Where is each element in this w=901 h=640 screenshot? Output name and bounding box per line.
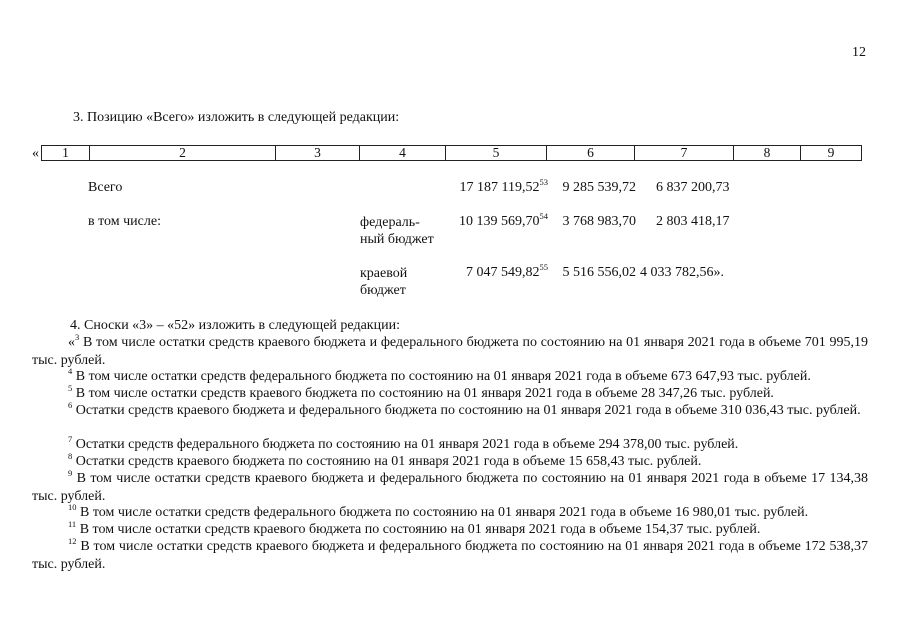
column-number: 8 [734,146,801,160]
footnote-number: 5 [68,383,73,393]
row-total-col7: 6 837 200,73 [656,180,730,195]
column-number: 5 [446,146,547,160]
row-federal-budget-label: федераль- ный бюджет [360,215,434,247]
footnote-number: 6 [68,400,73,410]
row-federal-col7: 2 803 418,17 [656,214,730,229]
row-regional-col5 [430,262,548,281]
footnote-open-quote: « [68,335,75,350]
column-number: 4 [360,146,446,160]
footnote-text: В том числе остатки средств федерального бюджета по состоянию на 01 января 2021 года в объеме 16 980,01 тыс. рублей. [76,505,809,520]
footnote-number: 8 [68,451,73,461]
row-total-col6: 9 285 539,72 [562,180,636,195]
footnote-9 [32,470,868,505]
footnote-number: 7 [68,434,73,444]
footnote-6 [32,402,868,420]
footnote-ref: 55 [539,262,548,272]
footnote-number: 10 [68,502,77,512]
item-3-heading: 3. Позицию «Всего» изложить в следующей редакции: [73,110,400,125]
footnote-text: В том числе остатки средств краевого бюджета по состоянию на 01 января 2021 года в объеме 28 347,26 тыс. рублей. [72,386,774,401]
footnote-text: В том числе остатки средств краевого бюджета и федерального бюджета по состоянию на 01 января 2021 года в объеме 172 538,37 тыс. рублей. [32,539,868,572]
row-regional-col6: 5 516 556,02 [562,265,636,280]
footnote-text: Остатки средств краевого бюджета и федерального бюджета по состоянию на 01 января 2021 года в объеме 310 036,43 тыс. рублей. [72,403,861,418]
footnote-text: В том числе остатки средств краевого бюджета и федерального бюджета по состоянию на 01 января 2021 года в объеме 17 134,38 тыс. рублей. [32,471,868,504]
footnote-4 [32,368,868,386]
footnote-11 [32,521,868,539]
footnote-text: В том числе остатки средств федерального бюджета по состоянию на 01 января 2021 года в объеме 673 647,93 тыс. рублей. [72,369,811,384]
column-number: 3 [276,146,360,160]
footnote-5 [32,385,868,403]
footnote-3 [32,334,868,369]
footnote-text: В том числе остатки средств краевого бюджета и федерального бюджета по состоянию на 01 января 2021 года в объеме 701 995,19 тыс. рублей. [32,335,868,368]
footnote-ref: 53 [539,177,548,187]
footnote-number: 9 [68,468,73,478]
value-text: 10 139 569,70 [459,214,540,229]
footnote-ref: 54 [539,211,548,221]
column-number: 7 [635,146,734,160]
value-text: 17 187 119,52 [459,180,540,195]
column-number: 9 [827,145,835,160]
footnote-number: 12 [68,536,77,546]
footnote-text: Остатки средств федерального бюджета по состоянию на 01 января 2021 года в объеме 294 378,00 тыс. рублей. [72,437,739,452]
row-label-including: в том числе: [88,214,161,229]
row-federal-col6: 3 768 983,70 [562,214,636,229]
row-total-col5 [430,177,548,196]
column-number: 6 [547,146,635,160]
footnote-10 [32,504,868,522]
footnote-number: 11 [68,519,77,529]
footnote-text: Остатки средств краевого бюджета по состоянию на 01 января 2021 года в объеме 15 658,43 тыс. рублей. [72,454,702,469]
column-number: 1 [42,146,90,160]
page-number: 12 [852,45,866,60]
item-4-heading: 4. Сноски «3» – «52» изложить в следующей редакции: [70,318,400,333]
row-federal-col5 [430,211,548,230]
footnote-text: В том числе остатки средств краевого бюджета по состоянию на 01 января 2021 года в объеме 154,37 тыс. рублей. [76,522,761,537]
footnote-12 [32,538,868,573]
footnote-number: 3 [75,332,80,342]
column-number: 2 [90,146,276,160]
value-text: 7 047 549,82 [466,265,540,280]
footnote-7 [32,436,868,454]
row-regional-budget-label: краевой бюджет [360,266,408,298]
column-number-row [41,145,862,161]
row-regional-col7: 4 033 782,56». [640,265,724,280]
footnote-8 [32,453,868,471]
row-label-total: Всего [88,180,123,195]
columns-open-quote: « [32,146,39,161]
footnote-number: 4 [68,366,73,376]
